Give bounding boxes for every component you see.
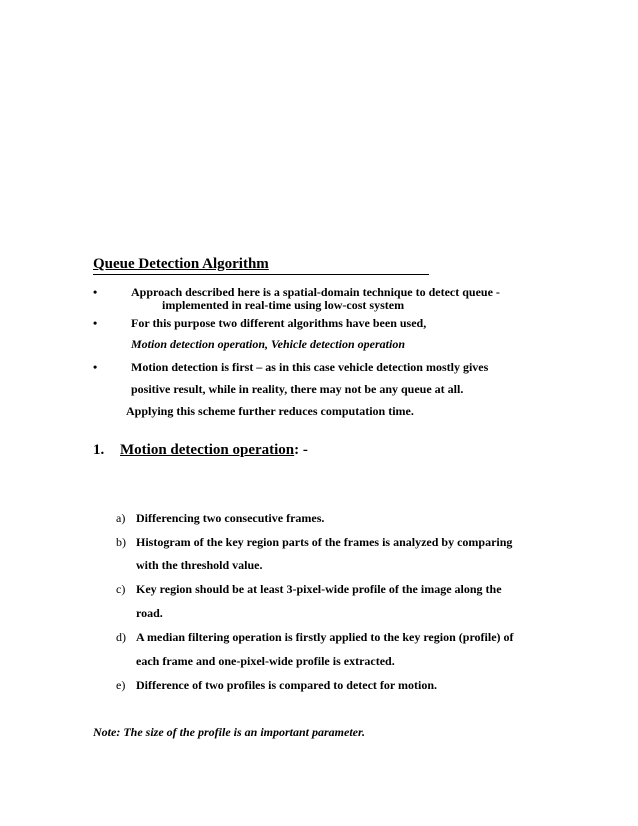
step-b-line-1: Histogram of the key region parts of the frames is analyzed by comparing (136, 535, 513, 549)
bullet-marker: • (93, 360, 98, 374)
section-title: Motion detection operation (120, 442, 295, 458)
bullet-2-line-1: For this purpose two different algorithms have been used, (131, 316, 427, 330)
step-marker: a) (116, 511, 126, 525)
step-marker: c) (116, 582, 126, 596)
step-e-line-1: Difference of two profiles is compared to detect for motion. (136, 678, 438, 692)
bullet-marker: • (93, 316, 98, 330)
step-c-line-2: road. (136, 606, 163, 620)
step-a-line-1: Differencing two consecutive frames. (136, 511, 325, 525)
page-title: Queue Detection Algorithm (93, 256, 269, 272)
bullet-marker: • (93, 285, 98, 299)
step-marker: e) (116, 678, 126, 692)
bullet-3-line-1: Motion detection is first – as in this case vehicle detection mostly gives (131, 360, 489, 374)
bullet-3-line-3: Applying this scheme further reduces computation time. (126, 404, 414, 418)
section-number: 1. (93, 442, 105, 458)
step-marker: b) (116, 535, 126, 549)
bullet-1-line-1: Approach described here is a spatial-domain technique to detect queue - (131, 285, 500, 299)
step-c-line-1: Key region should be at least 3-pixel-wide profile of the image along the (136, 582, 502, 596)
bullet-1-line-2: implemented in real-time using low-cost system (162, 298, 405, 312)
footnote: Note: The size of the profile is an important parameter. (93, 725, 365, 739)
step-b-line-2: with the threshold value. (136, 558, 263, 572)
step-marker: d) (116, 630, 126, 644)
bullet-3-line-2: positive result, while in reality, there may not be any queue at all. (131, 382, 464, 396)
section-suffix: : - (294, 442, 308, 458)
bullet-2-line-2: Motion detection operation, Vehicle detection operation (131, 337, 405, 351)
section-heading (120, 441, 308, 459)
step-d-line-1: A median filtering operation is firstly applied to the key region (profile) of (136, 630, 514, 644)
step-d-line-2: each frame and one-pixel-wide profile is extracted. (136, 654, 395, 668)
